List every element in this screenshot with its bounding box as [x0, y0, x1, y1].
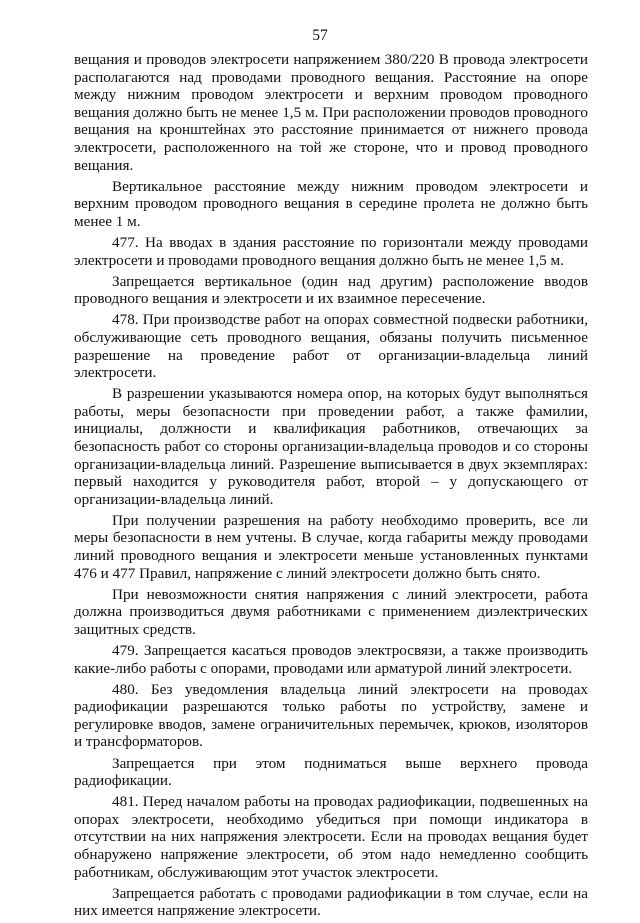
paragraph: 481. Перед началом работы на проводах радиофикации, подвешенных на опорах электросети, необходимо убедиться при помощи индикатора в отсутствии на них напряжения электросети. Если на проводах вещания будет обнаружено напряжение электросети, об этом надо немедленно сообщить работникам, обслуживающим этот участок электросети.: [74, 793, 588, 881]
paragraph: При невозможности снятия напряжения с линий электросети, работа должна производиться двумя работниками с применением диэлектрических защитных средств.: [74, 585, 588, 638]
paragraph: 478. При производстве работ на опорах совместной подвески работники, обслуживающие сеть проводного вещания, обязаны получить письменное разрешение на проведение работ от организации-владельца линий электросети.: [74, 311, 588, 382]
paragraph: 479. Запрещается касаться проводов электросвязи, а также производить какие-либо работы с опорами, проводами или арматурой линий электросети.: [74, 642, 588, 677]
page-number: 57: [312, 27, 328, 44]
paragraph: 480. Без уведомления владельца линий электросети на проводах радиофикации разрешаются только работы по устройству, замене и регулировке вводов, замене ограничительных перемычек, крюков, изоляторов и трансформаторов.: [74, 680, 588, 751]
paragraph: Запрещается вертикальное (один над другим) расположение вводов проводного вещания и электросети и их взаимное пересечение.: [74, 272, 588, 308]
paragraph: Вертикальное расстояние между нижним проводом электросети и верхним проводом проводного вещания в середине пролета не должно быть менее 1 м.: [74, 177, 588, 230]
paragraph: 477. На вводах в здания расстояние по горизонтали между проводами электросети и проводами проводного вещания должно быть не менее 1,5 м.: [74, 233, 588, 269]
paragraph: При получении разрешения на работу необходимо проверить, все ли меры безопасности в нем учтены. В случае, когда габариты между проводами линий проводного вещания и электросети меньше установленных пунктами 476 и 477 Правил, напряжение с линий электросети должно быть снято.: [74, 511, 588, 582]
paragraph: вещания и проводов электросети напряжением 380/220 В провода электросети располагаются над проводами проводного вещания. Расстояние на опоре между нижним проводом электросети и верхним проводом проводного вещания должно быть не менее 1,5 м. При расположении проводов проводного вещания на кронштейнах это расстояние принимается от нижнего провода электросети, расположенного на той же стороне, что и провод проводного вещания.: [74, 51, 588, 174]
paragraph: Запрещается работать с проводами радиофикации в том случае, если на них имеется напряжение электросети.: [74, 884, 588, 920]
paragraph: В разрешении указываются номера опор, на которых будут выполняться работы, меры безопасности при проведении работ, а также фамилии, инициалы, должности и квалификация работников, отвечающих за безопасность работ со стороны организации-владельца проводов и со стороны организации-владельца линий. Разрешение выписывается в двух экземплярах: первый находится у руководителя работ, второй – у допускающего от организации-владельца линий.: [74, 385, 588, 508]
paragraph: Запрещается при этом подниматься выше верхнего провода радиофикации.: [74, 754, 588, 790]
document-body: [74, 51, 588, 923]
